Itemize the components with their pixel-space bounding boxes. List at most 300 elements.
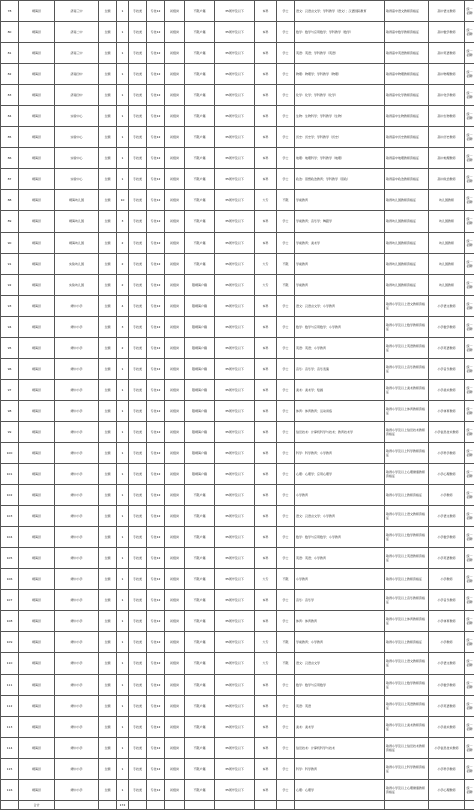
position-name-cell: 小学语文教师 bbox=[429, 653, 465, 674]
residency-cell: 不限户籍 bbox=[185, 253, 215, 274]
post-grade-cell: 初级岗 bbox=[165, 295, 185, 316]
post-grade-cell: 初级岗 bbox=[165, 64, 185, 85]
other-requirement-cell: 取得小学及以上教师资格证 bbox=[385, 485, 429, 506]
table-row bbox=[1, 43, 474, 64]
position-name-cell: 高中英语教师 bbox=[429, 43, 465, 64]
major-requirement-cell: 美术：美术学 bbox=[295, 716, 385, 737]
degree-cell: 学士 bbox=[277, 590, 295, 611]
row-number-cell: 115 bbox=[1, 758, 19, 779]
unit-cell: 靖海县 bbox=[19, 22, 55, 43]
other-requirement-cell: 取得小学及以上教师资格证 bbox=[385, 632, 429, 653]
exam-method-cell: 统一招聘 bbox=[465, 274, 474, 295]
unit-cell: 靖海县 bbox=[19, 316, 55, 337]
unit-cell: 靖海县 bbox=[19, 737, 55, 758]
education-cell: 本科 bbox=[255, 716, 277, 737]
age-requirement-cell: 35周岁及以下 bbox=[215, 1, 255, 22]
education-cell: 本科 bbox=[255, 106, 277, 127]
unit-cell: 靖海县 bbox=[19, 253, 55, 274]
funding-type-cell: 全额 bbox=[99, 64, 117, 85]
other-requirement-cell: 取得幼儿园教师资格证 bbox=[385, 232, 429, 253]
degree-cell: 学士 bbox=[277, 737, 295, 758]
funding-type-cell: 全额 bbox=[99, 169, 117, 190]
education-cell: 大专 bbox=[255, 190, 277, 211]
post-level-cell: 专技12 bbox=[147, 779, 165, 800]
degree-cell: 学士 bbox=[277, 695, 295, 716]
residency-cell: 限靖海户籍 bbox=[185, 421, 215, 442]
degree-cell: 学士 bbox=[277, 779, 295, 800]
footer-blank-cell bbox=[277, 800, 295, 809]
headcount-cell: 1 bbox=[117, 464, 129, 485]
footer-blank-cell bbox=[429, 800, 465, 809]
post-level-cell: 专技12 bbox=[147, 464, 165, 485]
other-requirement-cell: 取得高中政治教师资格证 bbox=[385, 169, 429, 190]
footer-blank-cell bbox=[147, 800, 165, 809]
education-cell: 本科 bbox=[255, 779, 277, 800]
school-cell: 靖中小学 bbox=[55, 716, 99, 737]
school-cell: 济南三中 bbox=[55, 1, 99, 22]
headcount-cell: 1 bbox=[117, 779, 129, 800]
school-cell: 靖中小学 bbox=[55, 442, 99, 463]
post-grade-cell: 初级岗 bbox=[165, 190, 185, 211]
post-grade-cell: 初级岗 bbox=[165, 232, 185, 253]
post-level-cell: 专技12 bbox=[147, 190, 165, 211]
other-requirement-cell: 取得小学及以上心理健康教师资格证 bbox=[385, 779, 429, 800]
post-level-cell: 专技12 bbox=[147, 316, 165, 337]
table-row bbox=[1, 548, 474, 569]
row-number-cell: 95 bbox=[1, 337, 19, 358]
post-level-cell: 专技12 bbox=[147, 442, 165, 463]
other-requirement-cell: 取得小学及以上语文教师资格证 bbox=[385, 653, 429, 674]
residency-cell: 限靖海户籍 bbox=[185, 442, 215, 463]
education-cell: 本科 bbox=[255, 127, 277, 148]
headcount-cell: 1 bbox=[117, 1, 129, 22]
education-cell: 本科 bbox=[255, 1, 277, 22]
post-grade-cell: 初级岗 bbox=[165, 358, 185, 379]
exam-method-cell: 统一招聘 bbox=[465, 779, 474, 800]
funding-type-cell: 全额 bbox=[99, 632, 117, 653]
education-cell: 本科 bbox=[255, 485, 277, 506]
post-grade-cell: 初级岗 bbox=[165, 400, 185, 421]
funding-type-cell: 全额 bbox=[99, 43, 117, 64]
exam-method-cell: 统一招聘 bbox=[465, 716, 474, 737]
residency-cell: 限靖海户籍 bbox=[185, 379, 215, 400]
headcount-cell: 1 bbox=[117, 148, 129, 169]
position-name-cell: 小学信息技术教师 bbox=[429, 421, 465, 442]
post-category-cell: 专技类 bbox=[129, 527, 147, 548]
headcount-cell: 1 bbox=[117, 758, 129, 779]
school-cell: 靖中小学 bbox=[55, 337, 99, 358]
unit-cell: 靖海县 bbox=[19, 295, 55, 316]
other-requirement-cell: 取得小学及以上教师资格证 bbox=[385, 569, 429, 590]
unit-cell: 靖海县 bbox=[19, 64, 55, 85]
row-number-cell: 96 bbox=[1, 358, 19, 379]
funding-type-cell: 全额 bbox=[99, 316, 117, 337]
major-requirement-cell: 地理：地理科学；学科教学（地理） bbox=[295, 148, 385, 169]
age-requirement-cell: 35周岁及以下 bbox=[215, 590, 255, 611]
position-name-cell: 小学语文教师 bbox=[429, 506, 465, 527]
post-level-cell: 专技12 bbox=[147, 400, 165, 421]
table-row bbox=[1, 358, 474, 379]
major-requirement-cell: 语文：汉语言文学 bbox=[295, 653, 385, 674]
table-row bbox=[1, 106, 474, 127]
post-grade-cell: 初级岗 bbox=[165, 548, 185, 569]
position-name-cell: 小学教师 bbox=[429, 485, 465, 506]
exam-method-cell: 统一招聘 bbox=[465, 527, 474, 548]
other-requirement-cell: 取得小学及以上体育教师资格证 bbox=[385, 611, 429, 632]
age-requirement-cell: 35周岁及以下 bbox=[215, 527, 255, 548]
age-requirement-cell: 35周岁及以下 bbox=[215, 442, 255, 463]
unit-cell: 靖海县 bbox=[19, 211, 55, 232]
post-level-cell: 专技12 bbox=[147, 569, 165, 590]
table-row bbox=[1, 695, 474, 716]
major-requirement-cell: 心理：心理学；应用心理学 bbox=[295, 464, 385, 485]
row-number-cell: 105 bbox=[1, 548, 19, 569]
residency-cell: 不限户籍 bbox=[185, 548, 215, 569]
major-requirement-cell: 音乐：音乐学 bbox=[295, 590, 385, 611]
exam-method-cell: 统一招聘 bbox=[465, 148, 474, 169]
education-cell: 本科 bbox=[255, 421, 277, 442]
age-requirement-cell: 35周岁及以下 bbox=[215, 674, 255, 695]
other-requirement-cell: 取得小学及以上美术教师资格证 bbox=[385, 716, 429, 737]
degree-cell: 学士 bbox=[277, 106, 295, 127]
major-requirement-cell: 信息技术：计算机科学与技术；教育技术学 bbox=[295, 421, 385, 442]
funding-type-cell: 全额 bbox=[99, 400, 117, 421]
funding-type-cell: 全额 bbox=[99, 527, 117, 548]
residency-cell: 限靖海户籍 bbox=[185, 295, 215, 316]
exam-method-cell: 统一招聘 bbox=[465, 400, 474, 421]
funding-type-cell: 全额 bbox=[99, 442, 117, 463]
post-category-cell: 专技类 bbox=[129, 442, 147, 463]
post-category-cell: 专技类 bbox=[129, 43, 147, 64]
position-name-cell: 小学美术教师 bbox=[429, 716, 465, 737]
table-row bbox=[1, 716, 474, 737]
post-level-cell: 专技12 bbox=[147, 695, 165, 716]
post-level-cell: 专技12 bbox=[147, 43, 165, 64]
degree-cell: 学士 bbox=[277, 337, 295, 358]
degree-cell: 学士 bbox=[277, 127, 295, 148]
row-number-cell: 85 bbox=[1, 127, 19, 148]
funding-type-cell: 全额 bbox=[99, 506, 117, 527]
post-level-cell: 专技12 bbox=[147, 506, 165, 527]
age-requirement-cell: 35周岁及以下 bbox=[215, 169, 255, 190]
funding-type-cell: 全额 bbox=[99, 22, 117, 43]
funding-type-cell: 全额 bbox=[99, 148, 117, 169]
school-cell: 实验幼儿园 bbox=[55, 274, 99, 295]
position-name-cell: 小学数学教师 bbox=[429, 674, 465, 695]
headcount-cell: 2 bbox=[117, 274, 129, 295]
unit-cell: 靖海县 bbox=[19, 1, 55, 22]
unit-cell: 靖海县 bbox=[19, 506, 55, 527]
funding-type-cell: 全额 bbox=[99, 358, 117, 379]
row-number-cell: 101 bbox=[1, 464, 19, 485]
exam-method-cell: 统一招聘 bbox=[465, 758, 474, 779]
other-requirement-cell: 取得高中英语教师资格证 bbox=[385, 43, 429, 64]
row-number-cell: 90 bbox=[1, 232, 19, 253]
post-category-cell: 专技类 bbox=[129, 758, 147, 779]
major-requirement-cell: 学前教育 bbox=[295, 253, 385, 274]
major-requirement-cell: 科学：科学教育 bbox=[295, 758, 385, 779]
major-requirement-cell: 学前教育；小学教育 bbox=[295, 632, 385, 653]
headcount-cell: 1 bbox=[117, 127, 129, 148]
other-requirement-cell: 取得小学及以上语文教师资格证 bbox=[385, 295, 429, 316]
row-number-cell: 112 bbox=[1, 695, 19, 716]
education-cell: 本科 bbox=[255, 442, 277, 463]
major-requirement-cell: 英语：英语；小学教育 bbox=[295, 548, 385, 569]
exam-method-cell: 统一招聘 bbox=[465, 22, 474, 43]
school-cell: 靖中小学 bbox=[55, 611, 99, 632]
row-number-cell: 94 bbox=[1, 316, 19, 337]
age-requirement-cell: 35周岁及以下 bbox=[215, 232, 255, 253]
school-cell: 靖中小学 bbox=[55, 379, 99, 400]
degree-cell: 学士 bbox=[277, 442, 295, 463]
table-row bbox=[1, 421, 474, 442]
school-cell: 济南四中 bbox=[55, 64, 99, 85]
exam-method-cell: 统一招聘 bbox=[465, 1, 474, 22]
age-requirement-cell: 35周岁及以下 bbox=[215, 506, 255, 527]
table-row bbox=[1, 379, 474, 400]
exam-method-cell: 统一招聘 bbox=[465, 442, 474, 463]
post-level-cell: 专技12 bbox=[147, 379, 165, 400]
school-cell: 靖中小学 bbox=[55, 506, 99, 527]
post-category-cell: 专技类 bbox=[129, 295, 147, 316]
age-requirement-cell: 35周岁及以下 bbox=[215, 485, 255, 506]
school-cell: 靖中小学 bbox=[55, 548, 99, 569]
exam-method-cell: 统一招聘 bbox=[465, 485, 474, 506]
unit-cell: 靖海县 bbox=[19, 274, 55, 295]
post-grade-cell: 初级岗 bbox=[165, 779, 185, 800]
residency-cell: 不限户籍 bbox=[185, 632, 215, 653]
funding-type-cell: 全额 bbox=[99, 758, 117, 779]
education-cell: 本科 bbox=[255, 295, 277, 316]
unit-cell: 靖海县 bbox=[19, 85, 55, 106]
post-level-cell: 专技12 bbox=[147, 1, 165, 22]
footer-blank-cell bbox=[295, 800, 385, 809]
degree-cell: 学士 bbox=[277, 232, 295, 253]
education-cell: 本科 bbox=[255, 358, 277, 379]
degree-cell: 学士 bbox=[277, 22, 295, 43]
exam-method-cell: 统一招聘 bbox=[465, 43, 474, 64]
degree-cell: 学士 bbox=[277, 148, 295, 169]
row-number-cell: 93 bbox=[1, 295, 19, 316]
unit-cell: 靖海县 bbox=[19, 674, 55, 695]
school-cell: 靖中小学 bbox=[55, 758, 99, 779]
major-requirement-cell: 体育：体育教育 bbox=[295, 611, 385, 632]
school-cell: 靖中小学 bbox=[55, 421, 99, 442]
post-level-cell: 专技12 bbox=[147, 527, 165, 548]
degree-cell: 学士 bbox=[277, 758, 295, 779]
school-cell: 靖中小学 bbox=[55, 569, 99, 590]
footer-blank-cell bbox=[215, 800, 255, 809]
post-category-cell: 专技类 bbox=[129, 22, 147, 43]
table-row bbox=[1, 569, 474, 590]
age-requirement-cell: 35周岁及以下 bbox=[215, 43, 255, 64]
other-requirement-cell: 取得小学及以上信息技术教师资格证 bbox=[385, 421, 429, 442]
funding-type-cell: 全额 bbox=[99, 674, 117, 695]
school-cell: 靖海幼儿园 bbox=[55, 211, 99, 232]
major-requirement-cell: 体育：体育教育；运动训练 bbox=[295, 400, 385, 421]
post-grade-cell: 初级岗 bbox=[165, 695, 185, 716]
age-requirement-cell: 35周岁及以下 bbox=[215, 316, 255, 337]
other-requirement-cell: 取得小学及以上科学教师资格证 bbox=[385, 442, 429, 463]
major-requirement-cell: 数学：数学与应用数学；学科教学（数学） bbox=[295, 22, 385, 43]
age-requirement-cell: 35周岁及以下 bbox=[215, 695, 255, 716]
major-requirement-cell: 语文：汉语言文学；小学教育 bbox=[295, 295, 385, 316]
age-requirement-cell: 35周岁及以下 bbox=[215, 190, 255, 211]
position-name-cell: 小学科学教师 bbox=[429, 758, 465, 779]
residency-cell: 不限户籍 bbox=[185, 190, 215, 211]
major-requirement-cell: 学前教育；美术学 bbox=[295, 232, 385, 253]
headcount-cell: 1 bbox=[117, 674, 129, 695]
major-requirement-cell: 化学：化学；学科教学（化学） bbox=[295, 85, 385, 106]
table-row bbox=[1, 316, 474, 337]
post-level-cell: 专技12 bbox=[147, 421, 165, 442]
post-category-cell: 专技类 bbox=[129, 716, 147, 737]
degree-cell: 学士 bbox=[277, 43, 295, 64]
residency-cell: 不限户籍 bbox=[185, 106, 215, 127]
row-number-cell: 107 bbox=[1, 590, 19, 611]
row-number-cell: 108 bbox=[1, 611, 19, 632]
footer-blank-cell bbox=[99, 800, 117, 809]
row-number-cell: 114 bbox=[1, 737, 19, 758]
post-category-cell: 专技类 bbox=[129, 421, 147, 442]
unit-cell: 靖海县 bbox=[19, 43, 55, 64]
headcount-cell: 3 bbox=[117, 211, 129, 232]
post-grade-cell: 初级岗 bbox=[165, 106, 185, 127]
education-cell: 本科 bbox=[255, 527, 277, 548]
position-name-cell: 小学美术教师 bbox=[429, 379, 465, 400]
education-cell: 本科 bbox=[255, 506, 277, 527]
degree-cell: 学士 bbox=[277, 295, 295, 316]
funding-type-cell: 全额 bbox=[99, 106, 117, 127]
unit-cell: 靖海县 bbox=[19, 758, 55, 779]
post-category-cell: 专技类 bbox=[129, 148, 147, 169]
post-grade-cell: 初级岗 bbox=[165, 758, 185, 779]
table-row bbox=[1, 506, 474, 527]
school-cell: 靖中小学 bbox=[55, 674, 99, 695]
school-cell: 靖中小学 bbox=[55, 400, 99, 421]
school-cell: 实验中心 bbox=[55, 106, 99, 127]
row-number-cell: 100 bbox=[1, 442, 19, 463]
position-name-cell: 小学英语教师 bbox=[429, 337, 465, 358]
unit-cell: 靖海县 bbox=[19, 400, 55, 421]
other-requirement-cell: 取得幼儿园教师资格证 bbox=[385, 211, 429, 232]
headcount-cell: 1 bbox=[117, 358, 129, 379]
education-cell: 本科 bbox=[255, 64, 277, 85]
exam-method-cell: 统一招聘 bbox=[465, 358, 474, 379]
row-number-cell: 91 bbox=[1, 253, 19, 274]
row-number-cell: 110 bbox=[1, 653, 19, 674]
table-row bbox=[1, 148, 474, 169]
degree-cell: 学士 bbox=[277, 506, 295, 527]
degree-cell: 不限 bbox=[277, 253, 295, 274]
post-grade-cell: 初级岗 bbox=[165, 421, 185, 442]
exam-method-cell: 统一招聘 bbox=[465, 548, 474, 569]
residency-cell: 不限户籍 bbox=[185, 569, 215, 590]
other-requirement-cell: 取得高中语文教师资格证 bbox=[385, 1, 429, 22]
headcount-cell: 1 bbox=[117, 85, 129, 106]
major-requirement-cell: 学前教育；音乐学；舞蹈学 bbox=[295, 211, 385, 232]
major-requirement-cell: 英语：英语；小学教育 bbox=[295, 337, 385, 358]
age-requirement-cell: 35周岁及以下 bbox=[215, 148, 255, 169]
unit-cell: 靖海县 bbox=[19, 127, 55, 148]
headcount-cell: 1 bbox=[117, 527, 129, 548]
post-category-cell: 专技类 bbox=[129, 211, 147, 232]
footer-blank-cell bbox=[255, 800, 277, 809]
residency-cell: 不限户籍 bbox=[185, 527, 215, 548]
table-row bbox=[1, 22, 474, 43]
exam-method-cell: 统一招聘 bbox=[465, 190, 474, 211]
exam-method-cell: 统一招聘 bbox=[465, 695, 474, 716]
table-row bbox=[1, 295, 474, 316]
age-requirement-cell: 35周岁及以下 bbox=[215, 106, 255, 127]
position-name-cell: 高中数学教师 bbox=[429, 22, 465, 43]
footer-blank-cell bbox=[185, 800, 215, 809]
age-requirement-cell: 35周岁及以下 bbox=[215, 779, 255, 800]
headcount-cell: 2 bbox=[117, 253, 129, 274]
headcount-cell: 2 bbox=[117, 232, 129, 253]
post-grade-cell: 初级岗 bbox=[165, 253, 185, 274]
table-row bbox=[1, 64, 474, 85]
post-category-cell: 专技类 bbox=[129, 127, 147, 148]
row-number-cell: 86 bbox=[1, 148, 19, 169]
post-level-cell: 专技12 bbox=[147, 758, 165, 779]
unit-cell: 靖海县 bbox=[19, 106, 55, 127]
age-requirement-cell: 35周岁及以下 bbox=[215, 421, 255, 442]
funding-type-cell: 全额 bbox=[99, 611, 117, 632]
education-cell: 本科 bbox=[255, 611, 277, 632]
table-row bbox=[1, 85, 474, 106]
position-name-cell: 小学教师 bbox=[429, 632, 465, 653]
position-name-cell: 小学音乐教师 bbox=[429, 590, 465, 611]
unit-cell: 靖海县 bbox=[19, 632, 55, 653]
post-level-cell: 专技12 bbox=[147, 169, 165, 190]
row-number-cell: 98 bbox=[1, 400, 19, 421]
school-cell: 实验中心 bbox=[55, 127, 99, 148]
funding-type-cell: 全额 bbox=[99, 85, 117, 106]
other-requirement-cell: 取得小学及以上科学教师资格证 bbox=[385, 758, 429, 779]
table-row bbox=[1, 737, 474, 758]
major-requirement-cell: 音乐：音乐学；音乐表演 bbox=[295, 358, 385, 379]
education-cell: 本科 bbox=[255, 337, 277, 358]
degree-cell: 学士 bbox=[277, 169, 295, 190]
unit-cell: 靖海县 bbox=[19, 716, 55, 737]
exam-method-cell: 统一招聘 bbox=[465, 674, 474, 695]
unit-cell: 靖海县 bbox=[19, 358, 55, 379]
table-row bbox=[1, 127, 474, 148]
funding-type-cell: 全额 bbox=[99, 737, 117, 758]
position-name-cell: 高中政治教师 bbox=[429, 169, 465, 190]
table-row bbox=[1, 274, 474, 295]
major-requirement-cell: 数学：数学与应用数学；小学教育 bbox=[295, 527, 385, 548]
post-level-cell: 专技12 bbox=[147, 64, 165, 85]
position-name-cell: 高中化学教师 bbox=[429, 85, 465, 106]
row-number-cell: 111 bbox=[1, 674, 19, 695]
post-level-cell: 专技12 bbox=[147, 337, 165, 358]
other-requirement-cell: 取得高中化学教师资格证 bbox=[385, 85, 429, 106]
post-level-cell: 专技12 bbox=[147, 148, 165, 169]
age-requirement-cell: 35周岁及以下 bbox=[215, 64, 255, 85]
education-cell: 本科 bbox=[255, 674, 277, 695]
major-requirement-cell: 科学：科学教育；小学教育 bbox=[295, 442, 385, 463]
school-cell: 靖中小学 bbox=[55, 295, 99, 316]
school-cell: 济南三中 bbox=[55, 43, 99, 64]
post-category-cell: 专技类 bbox=[129, 253, 147, 274]
education-cell: 本科 bbox=[255, 316, 277, 337]
exam-method-cell: 统一招聘 bbox=[465, 127, 474, 148]
degree-cell: 不限 bbox=[277, 190, 295, 211]
school-cell: 靖中小学 bbox=[55, 464, 99, 485]
other-requirement-cell: 取得小学及以上英语教师资格证 bbox=[385, 548, 429, 569]
